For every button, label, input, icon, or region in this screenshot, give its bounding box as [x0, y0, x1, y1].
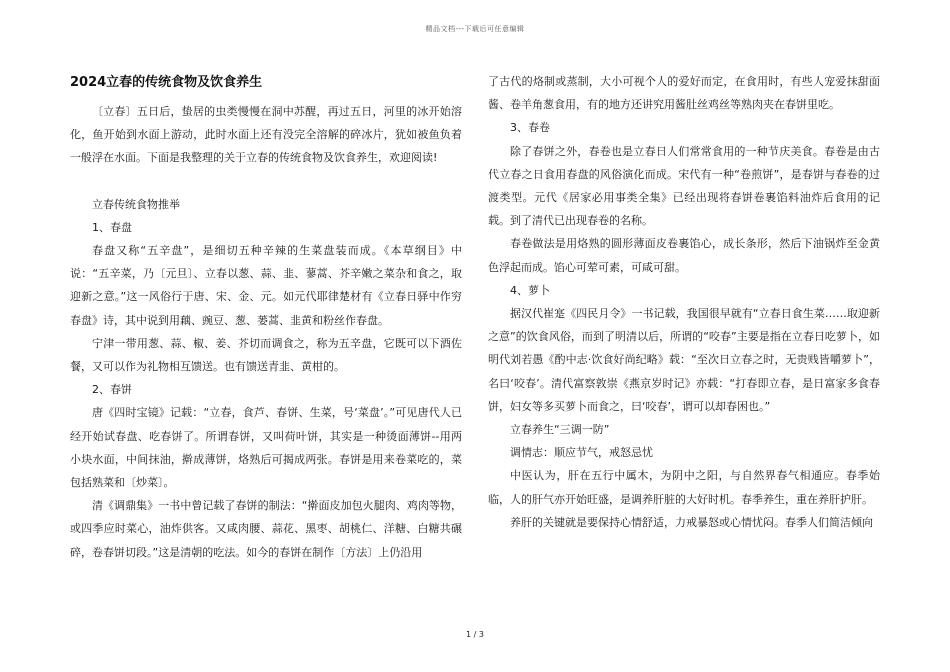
chunbing-paragraph-2: 清《调鼎集》一书中曾记载了春饼的制法：“擀面皮加包火腿肉、鸡肉等物，或四季应时菜心，油炸供客。又咸肉腰、蒜花、黑枣、胡桃仁、洋糖、白糖共碾碎，卷春饼切段。”这是清朝的吃法。如今的春饼在制作〔方法〕上仍沿用: [70, 499, 462, 559]
chunpan-paragraph-2: 宁津一带用葱、蒜、椒、姜、芥切而调食之，称为五辛盘，它既可以下酒佐餐，又可以作为礼物相互馈送。也有馈送青韭、黄柑的。: [70, 336, 462, 374]
page-number: 1 / 3: [466, 630, 484, 639]
chunjuan-paragraph-1: 除了春饼之外，春卷也是立春日人们常常食用的一种节庆美食。春卷是由古代立春之日食用春盘的风俗演化而成。宋代有一种“卷煎饼”，是春饼与春卷的过渡类型。元代《居家必用事类全集》已经出现将春饼卷裹馅料油炸后食用的记载。到了清代已出现春卷的名称。: [488, 144, 880, 228]
right-column: [488, 70, 880, 534]
item-heading-chunpan: 1、春盘: [92, 220, 132, 234]
document-title: 2024立春的传统食物及饮食养生: [70, 75, 263, 90]
document-header-note: 精品文档---下载后可任意编辑: [425, 25, 525, 33]
health-subheading: 调情志：顺应节气，戒怒忌忧: [510, 446, 653, 460]
item-heading-luobo: 4、萝卜: [510, 283, 550, 297]
chunbing-paragraph-1: 唐《四时宝镜》记载：“立春，食芦、春饼、生菜，号‘菜盘’。”可见唐代人已经开始试春盘、吃春饼了。所谓春饼，又叫荷叶饼，其实是一种烫面薄饼--用两小块水面，中间抹油，擀成薄饼，烙熟后可揭成两张。春饼是用来卷菜吃的，菜包括熟菜和〔炒菜〕。: [70, 406, 462, 490]
chunpan-paragraph-1: 春盘又称“五辛盘”，是细切五种辛辣的生菜盘装而成。《本草纲目》中说：“五辛菜，乃〔元旦〕、立春以葱、蒜、韭、蓼蒿、芥辛嫩之菜杂和食之，取迎新之意。”这一风俗行于唐、宋、金、元。如元代耶律楚材有《立春日驿中作穷春盘》诗，其中说到用藕、豌豆、葱、蒌蒿、韭黄和粉丝作春盘。: [70, 244, 462, 327]
health-paragraph-2: 养肝的关键就是要保持心情舒适，力戒暴怒或心情忧闷。春季人们简洁倾向: [510, 515, 873, 529]
chunbing-paragraph-continued: 了古代的烙制或蒸制，大小可视个人的爱好而定，在食用时，有些人宠爱抹甜面酱、卷羊角葱食用，有的地方还讲究用酱肚丝鸡丝等熟肉夹在春饼里吃。: [488, 75, 880, 112]
luobo-paragraph: 据汉代崔寔《四民月令》一书记载，我国很早就有“立春日食生菜……取迎新之意”的饮食风俗，而到了明清以后，所谓的“咬春”主要是指在立春日吃萝卜，如明代刘若愚《酌中志·饮食好尚纪略》载：“至次日立春之时，无贵贱皆嚼萝卜”，名曰‘咬春’。清代富察敦崇《燕京岁时记》亦载：“打春即立春，是日富家多食春饼，妇女等多买萝卜而食之，曰‘咬春’，谓可以却春困也。”: [488, 307, 880, 413]
chunjuan-paragraph-2: 春卷做法是用烙熟的圆形薄面皮卷裹馅心，成长条形，然后下油锅炸至金黄色浮起而成。馅心可荤可素，可咸可甜。: [488, 237, 880, 274]
left-column: [70, 72, 462, 564]
section-heading-foods: 立春传统食物推举: [92, 197, 180, 211]
section-heading-health: 立春养生“三调一防”: [510, 423, 610, 437]
item-heading-chunbing: 2、春饼: [92, 383, 132, 397]
health-paragraph-1: 中医认为，肝在五行中属木，为阴中之阳，与自然界春气相通应。春季始临，人的肝气亦开始旺盛，是调养肝脏的大好时机。春季养生，重在养肝护肝。: [488, 469, 880, 506]
paragraph-spacer: [70, 170, 462, 193]
intro-paragraph: 〔立春〕五日后，蛰居的虫类慢慢在洞中苏醒，再过五日，河里的冰开始溶化，鱼开始到水面上游动，此时水面上还有没完全溶解的碎冰片，犹如被鱼负着一般浮在水面。下面是我整理的关于立春的传统食物及饮食养生，欢迎阅读!: [70, 105, 462, 165]
item-heading-chunjuan: 3、春卷: [510, 121, 550, 135]
